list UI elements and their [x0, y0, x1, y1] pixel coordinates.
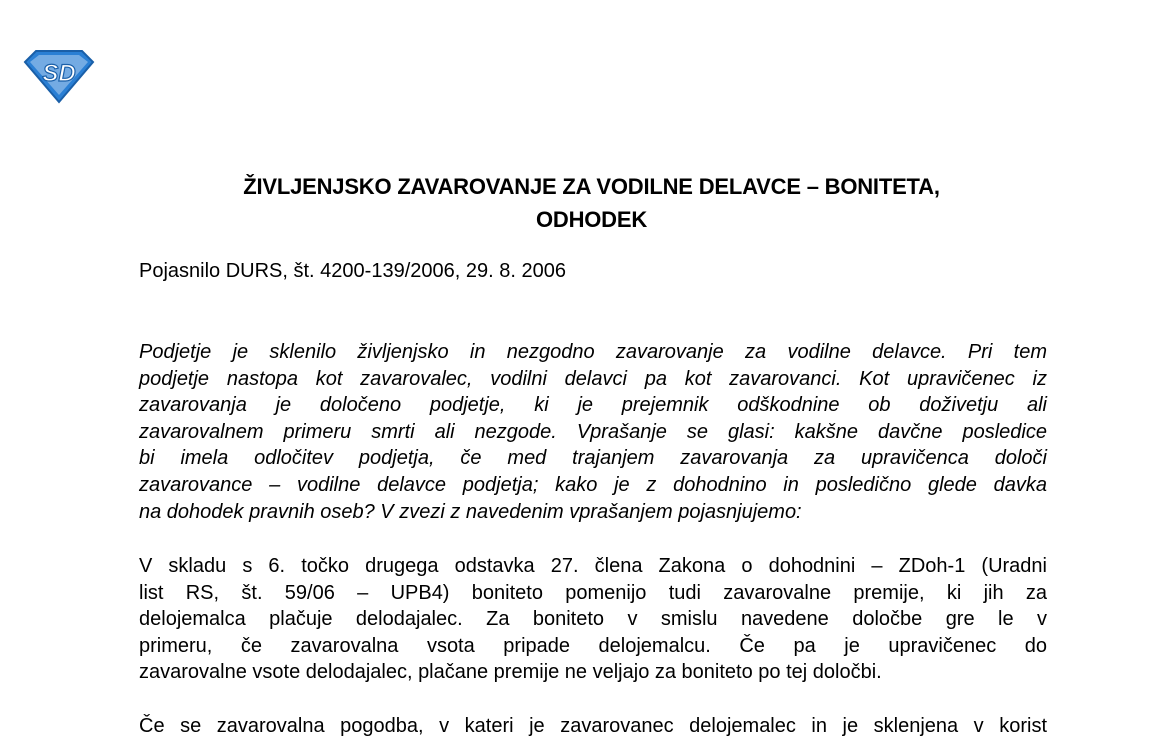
- shield-logo-icon: [22, 48, 96, 104]
- answer-paragraph: [139, 553, 1047, 686]
- paragraph-line: bi imela odločitev podjetja, če med trajanjem zavarovanja za upravičenca določi: [139, 447, 1047, 470]
- continuation-paragraph: [139, 713, 1047, 740]
- paragraph-line: zavarovanja je določeno podjetje, ki je prejemnik odškodnine ob doživetju ali: [139, 394, 1047, 417]
- company-logo: [22, 48, 96, 104]
- title-line: ODHODEK: [535, 207, 648, 232]
- paragraph-line: zavarovalnem primeru smrti ali nezgode. Vprašanje se glasi: kakšne davčne posledice: [139, 420, 1047, 443]
- paragraph-line: V skladu s 6. točko drugega odstavka 27. člena Zakona o dohodnini – ZDoh-1 (Uradni: [139, 555, 1047, 577]
- title-line: ŽIVLJENJSKO ZAVAROVANJE ZA VODILNE DELAVCE – BONITETA,: [243, 174, 940, 199]
- page-title: [100, 170, 1083, 236]
- question-paragraph: [139, 339, 1047, 525]
- paragraph-line: primeru, če zavarovalna vsota pripade delojemalcu. Če pa je upravičenec do: [139, 634, 1047, 657]
- paragraph-line: Podjetje je sklenilo življenjsko in nezgodno zavarovanje za vodilne delavce. Pri tem: [139, 341, 1047, 363]
- paragraph-line: zavarovalne vsote delodajalec, plačane premije ne veljajo za boniteto po tej določbi.: [139, 661, 882, 684]
- paragraph-line: zavarovance – vodilne delavce podjetja; kako je z dohodnino in posledično glede davka: [139, 473, 1047, 496]
- paragraph-line: podjetje nastopa kot zavarovalec, vodilni delavci pa kot zavarovanci. Kot upravičenec iz: [139, 367, 1047, 390]
- paragraph-line: list RS, št. 59/06 – UPB4) boniteto pomenijo tudi zavarovalne premije, ki jih za: [139, 581, 1047, 604]
- paragraph-line: na dohodek pravnih oseb? V zvezi z navedenim vprašanjem pojasnjujemo:: [139, 500, 802, 523]
- logo-text: SD: [42, 60, 76, 87]
- paragraph-line: Če se zavarovalna pogodba, v kateri je zavarovanec delojemalec in je sklenjena v korist: [139, 715, 1047, 737]
- source-reference: Pojasnilo DURS, št. 4200-139/2006, 29. 8. 2006: [139, 260, 566, 282]
- paragraph-line: delojemalca plačuje delodajalec. Za boniteto v smislu navedene določbe gre le v: [139, 608, 1047, 631]
